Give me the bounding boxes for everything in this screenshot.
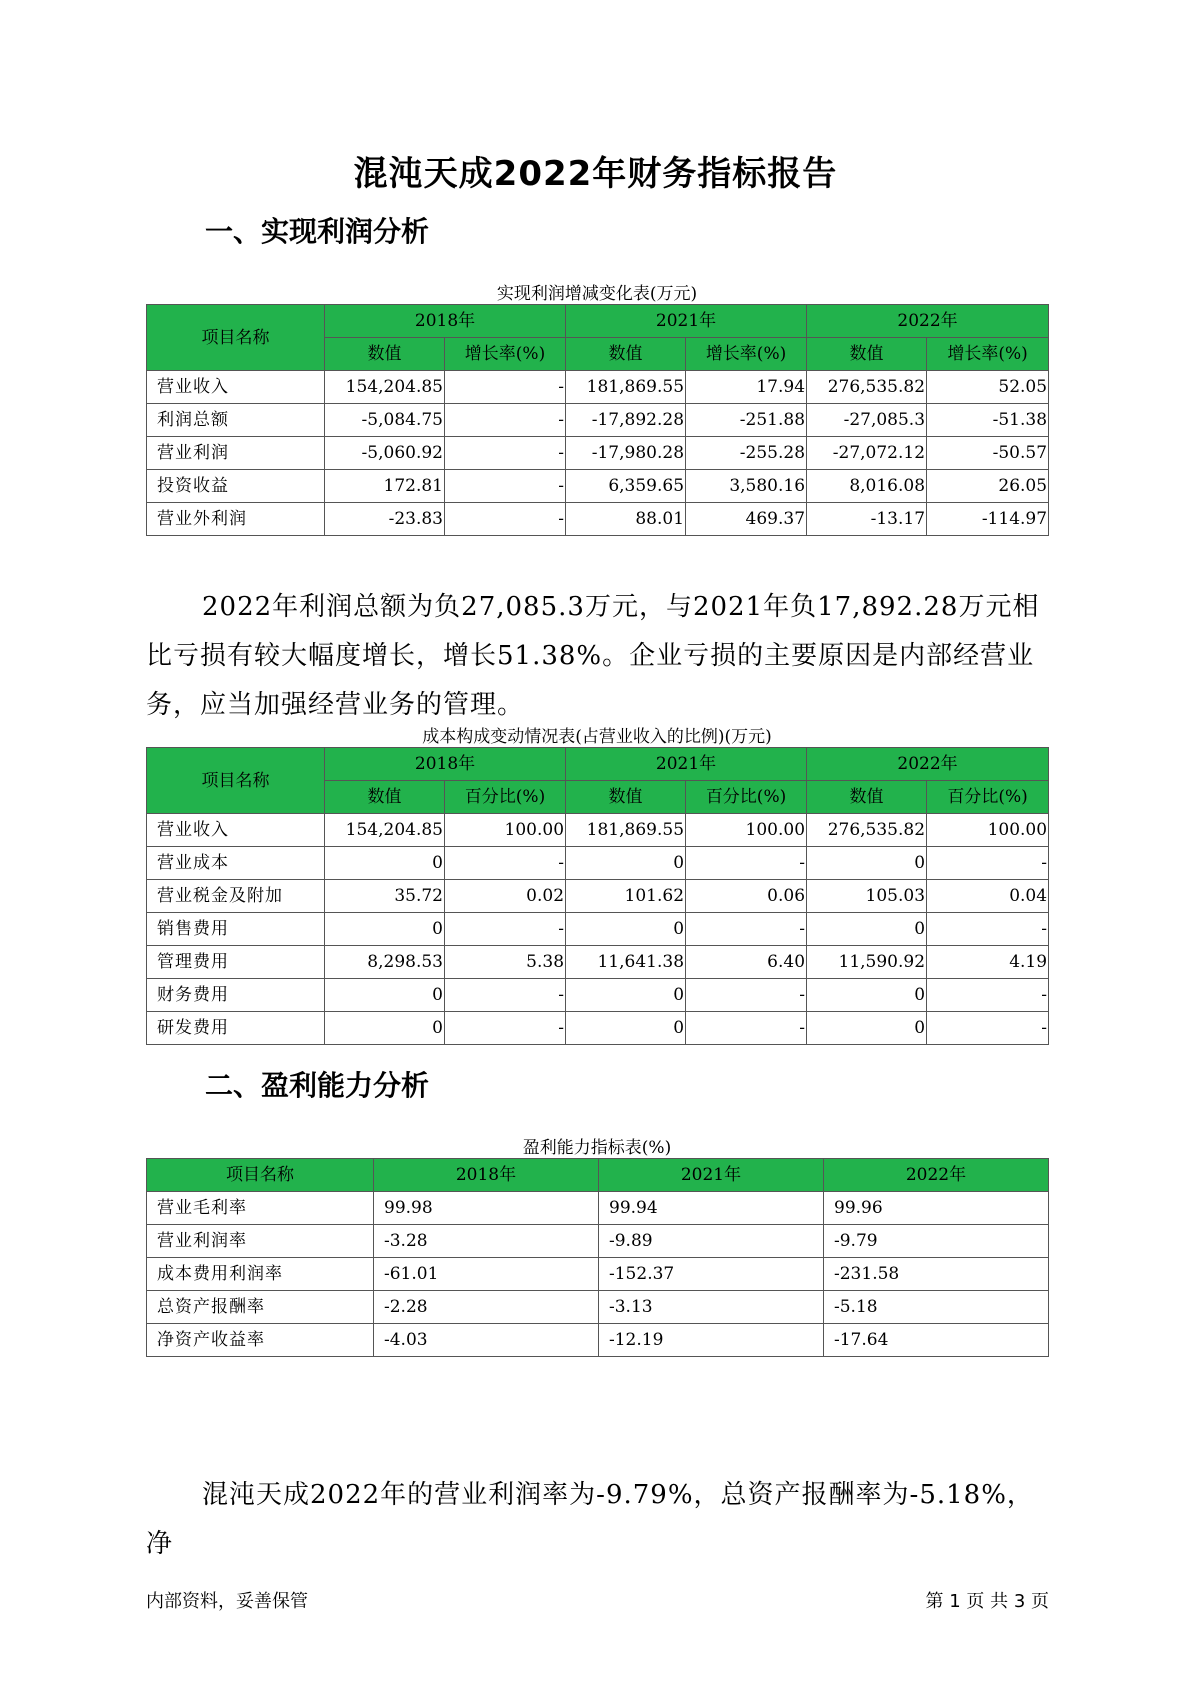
header-percentage: 百分比(%)	[445, 781, 566, 814]
footer-page-number: 第 1 页 共 3 页	[925, 1591, 1049, 1612]
value-cell: 181,869.55	[566, 814, 686, 847]
value-cell: 11,590.92	[807, 946, 927, 979]
value-cell: 5.38	[445, 946, 566, 979]
value-cell: 276,535.82	[807, 371, 927, 404]
value-cell: 17.94	[686, 371, 807, 404]
value-cell: 8,298.53	[325, 946, 445, 979]
value-cell: 100.00	[445, 814, 566, 847]
header-year: 2021年	[566, 305, 807, 338]
value-cell: -2.28	[374, 1291, 599, 1324]
header-value: 数值	[325, 338, 445, 371]
value-cell: -17,892.28	[566, 404, 686, 437]
value-cell: 26.05	[927, 470, 1049, 503]
profit-analysis-paragraph: 2022年利润总额为负27,085.3万元，与2021年负17,892.28万元相比亏损有较大幅度增长，增长51.38%。企业亏损的主要原因是内部经营业务，应当加强经营业务的管理。	[146, 592, 1040, 720]
value-cell: 99.94	[599, 1192, 824, 1225]
value-cell: -17.64	[824, 1324, 1049, 1357]
value-cell: 0	[566, 847, 686, 880]
value-cell: -17,980.28	[566, 437, 686, 470]
value-cell: 99.96	[824, 1192, 1049, 1225]
value-cell: -51.38	[927, 404, 1049, 437]
document-title: 混沌天成2022年财务指标报告	[353, 154, 838, 194]
value-cell: -3.13	[599, 1291, 824, 1324]
value-cell: -114.97	[927, 503, 1049, 536]
row-label-cell: 净资产收益率	[147, 1324, 374, 1357]
value-cell: 100.00	[686, 814, 807, 847]
header-year: 2018年	[374, 1159, 599, 1192]
value-cell: 0	[566, 1012, 686, 1045]
value-cell: 99.98	[374, 1192, 599, 1225]
table-row	[147, 437, 1049, 470]
table-row	[147, 847, 1049, 880]
row-label-cell: 营业外利润	[147, 503, 325, 536]
row-label-cell: 利润总额	[147, 404, 325, 437]
value-cell: -	[686, 847, 807, 880]
value-cell: 276,535.82	[807, 814, 927, 847]
row-label-cell: 投资收益	[147, 470, 325, 503]
value-cell: -27,085.3	[807, 404, 927, 437]
cost-table-body	[147, 814, 1049, 1045]
value-cell: 101.62	[566, 880, 686, 913]
value-cell: -	[445, 979, 566, 1012]
value-cell: 154,204.85	[325, 814, 445, 847]
row-label-cell: 财务费用	[147, 979, 325, 1012]
header-value: 数值	[807, 338, 927, 371]
header-percentage: 百分比(%)	[927, 781, 1049, 814]
header-year: 2022年	[807, 305, 1049, 338]
row-label-cell: 营业收入	[147, 371, 325, 404]
value-cell: 0	[325, 1012, 445, 1045]
value-cell: -61.01	[374, 1258, 599, 1291]
value-cell: -5.18	[824, 1291, 1049, 1324]
value-cell: -12.19	[599, 1324, 824, 1357]
section-heading-profit: 一、实现利润分析	[205, 215, 430, 248]
value-cell: -	[445, 503, 566, 536]
profitability-paragraph: 混沌天成2022年的营业利润率为-9.79%，总资产报酬率为-5.18%，净	[146, 1480, 1034, 1559]
row-label-cell: 营业利润	[147, 437, 325, 470]
value-cell: 3,580.16	[686, 470, 807, 503]
table-row	[147, 503, 1049, 536]
value-cell: 88.01	[566, 503, 686, 536]
value-cell: -	[686, 1012, 807, 1045]
table-row	[147, 470, 1049, 503]
row-label-cell: 营业毛利率	[147, 1192, 374, 1225]
section-heading-profitability: 二、盈利能力分析	[205, 1069, 430, 1102]
value-cell: 0	[807, 913, 927, 946]
table-row	[147, 1225, 1049, 1258]
footer-confidential: 内部资料，妥善保管	[146, 1591, 308, 1612]
table-caption-cost: 成本构成变动情况表(占营业收入的比例)(万元)	[422, 727, 772, 747]
value-cell: -5,084.75	[325, 404, 445, 437]
value-cell: 0	[566, 913, 686, 946]
value-cell: 0.02	[445, 880, 566, 913]
cost-structure-table	[146, 747, 1049, 1045]
value-cell: 6,359.65	[566, 470, 686, 503]
value-cell: 105.03	[807, 880, 927, 913]
value-cell: 0	[807, 979, 927, 1012]
row-label-cell: 管理费用	[147, 946, 325, 979]
value-cell: 154,204.85	[325, 371, 445, 404]
value-cell: 0	[325, 847, 445, 880]
table-row	[147, 1258, 1049, 1291]
value-cell: -9.79	[824, 1225, 1049, 1258]
header-year: 2021年	[599, 1159, 824, 1192]
value-cell: 181,869.55	[566, 371, 686, 404]
value-cell: -	[927, 979, 1049, 1012]
value-cell: -251.88	[686, 404, 807, 437]
row-label-cell: 营业成本	[147, 847, 325, 880]
value-cell: 172.81	[325, 470, 445, 503]
header-value: 数值	[807, 781, 927, 814]
value-cell: 0	[325, 979, 445, 1012]
value-cell: -9.89	[599, 1225, 824, 1258]
header-value: 数值	[566, 781, 686, 814]
table-row	[147, 404, 1049, 437]
value-cell: -4.03	[374, 1324, 599, 1357]
value-cell: -	[445, 437, 566, 470]
header-growth-rate: 增长率(%)	[445, 338, 566, 371]
value-cell: -	[445, 470, 566, 503]
value-cell: -	[927, 1012, 1049, 1045]
value-cell: -	[445, 371, 566, 404]
table-caption-profitability: 盈利能力指标表(%)	[522, 1138, 672, 1158]
profitability-table-body	[147, 1192, 1049, 1357]
table-row	[147, 913, 1049, 946]
profit-table-body	[147, 371, 1049, 536]
value-cell: 0	[807, 1012, 927, 1045]
header-year: 2022年	[807, 748, 1049, 781]
row-label-cell: 营业税金及附加	[147, 880, 325, 913]
value-cell: 0	[566, 979, 686, 1012]
value-cell: -231.58	[824, 1258, 1049, 1291]
table-row	[147, 1324, 1049, 1357]
profitability-ratio-table	[146, 1158, 1049, 1357]
row-label-cell: 营业收入	[147, 814, 325, 847]
value-cell: 0	[807, 847, 927, 880]
value-cell: 4.19	[927, 946, 1049, 979]
header-year: 2022年	[824, 1159, 1049, 1192]
value-cell: 0.06	[686, 880, 807, 913]
table-row	[147, 1012, 1049, 1045]
header-value: 数值	[325, 781, 445, 814]
table-row	[147, 1192, 1049, 1225]
value-cell: 0	[325, 913, 445, 946]
value-cell: -	[927, 847, 1049, 880]
value-cell: -50.57	[927, 437, 1049, 470]
table-row	[147, 946, 1049, 979]
table-row	[147, 880, 1049, 913]
value-cell: 100.00	[927, 814, 1049, 847]
value-cell: 6.40	[686, 946, 807, 979]
value-cell: -	[927, 913, 1049, 946]
table-row	[147, 1291, 1049, 1324]
value-cell: 11,641.38	[566, 946, 686, 979]
value-cell: 52.05	[927, 371, 1049, 404]
header-value: 数值	[566, 338, 686, 371]
header-item-name: 项目名称	[147, 305, 325, 371]
value-cell: -	[445, 847, 566, 880]
value-cell: -	[445, 913, 566, 946]
table-row	[147, 371, 1049, 404]
row-label-cell: 销售费用	[147, 913, 325, 946]
profit-change-table	[146, 304, 1049, 536]
header-growth-rate: 增长率(%)	[927, 338, 1049, 371]
value-cell: -5,060.92	[325, 437, 445, 470]
header-year: 2018年	[325, 305, 566, 338]
value-cell: -	[445, 404, 566, 437]
header-year: 2018年	[325, 748, 566, 781]
value-cell: -	[686, 979, 807, 1012]
value-cell: 469.37	[686, 503, 807, 536]
header-percentage: 百分比(%)	[686, 781, 807, 814]
value-cell: 35.72	[325, 880, 445, 913]
row-label-cell: 总资产报酬率	[147, 1291, 374, 1324]
value-cell: -3.28	[374, 1225, 599, 1258]
header-year: 2021年	[566, 748, 807, 781]
value-cell: -13.17	[807, 503, 927, 536]
header-growth-rate: 增长率(%)	[686, 338, 807, 371]
value-cell: -255.28	[686, 437, 807, 470]
table-caption-profit: 实现利润增减变化表(万元)	[496, 284, 698, 304]
header-item-name: 项目名称	[147, 1159, 374, 1192]
value-cell: -152.37	[599, 1258, 824, 1291]
row-label-cell: 营业利润率	[147, 1225, 374, 1258]
value-cell: -27,072.12	[807, 437, 927, 470]
value-cell: 8,016.08	[807, 470, 927, 503]
row-label-cell: 研发费用	[147, 1012, 325, 1045]
value-cell: -23.83	[325, 503, 445, 536]
table-row	[147, 814, 1049, 847]
row-label-cell: 成本费用利润率	[147, 1258, 374, 1291]
value-cell: -	[686, 913, 807, 946]
table-row	[147, 979, 1049, 1012]
value-cell: 0.04	[927, 880, 1049, 913]
header-item-name: 项目名称	[147, 748, 325, 814]
value-cell: -	[445, 1012, 566, 1045]
